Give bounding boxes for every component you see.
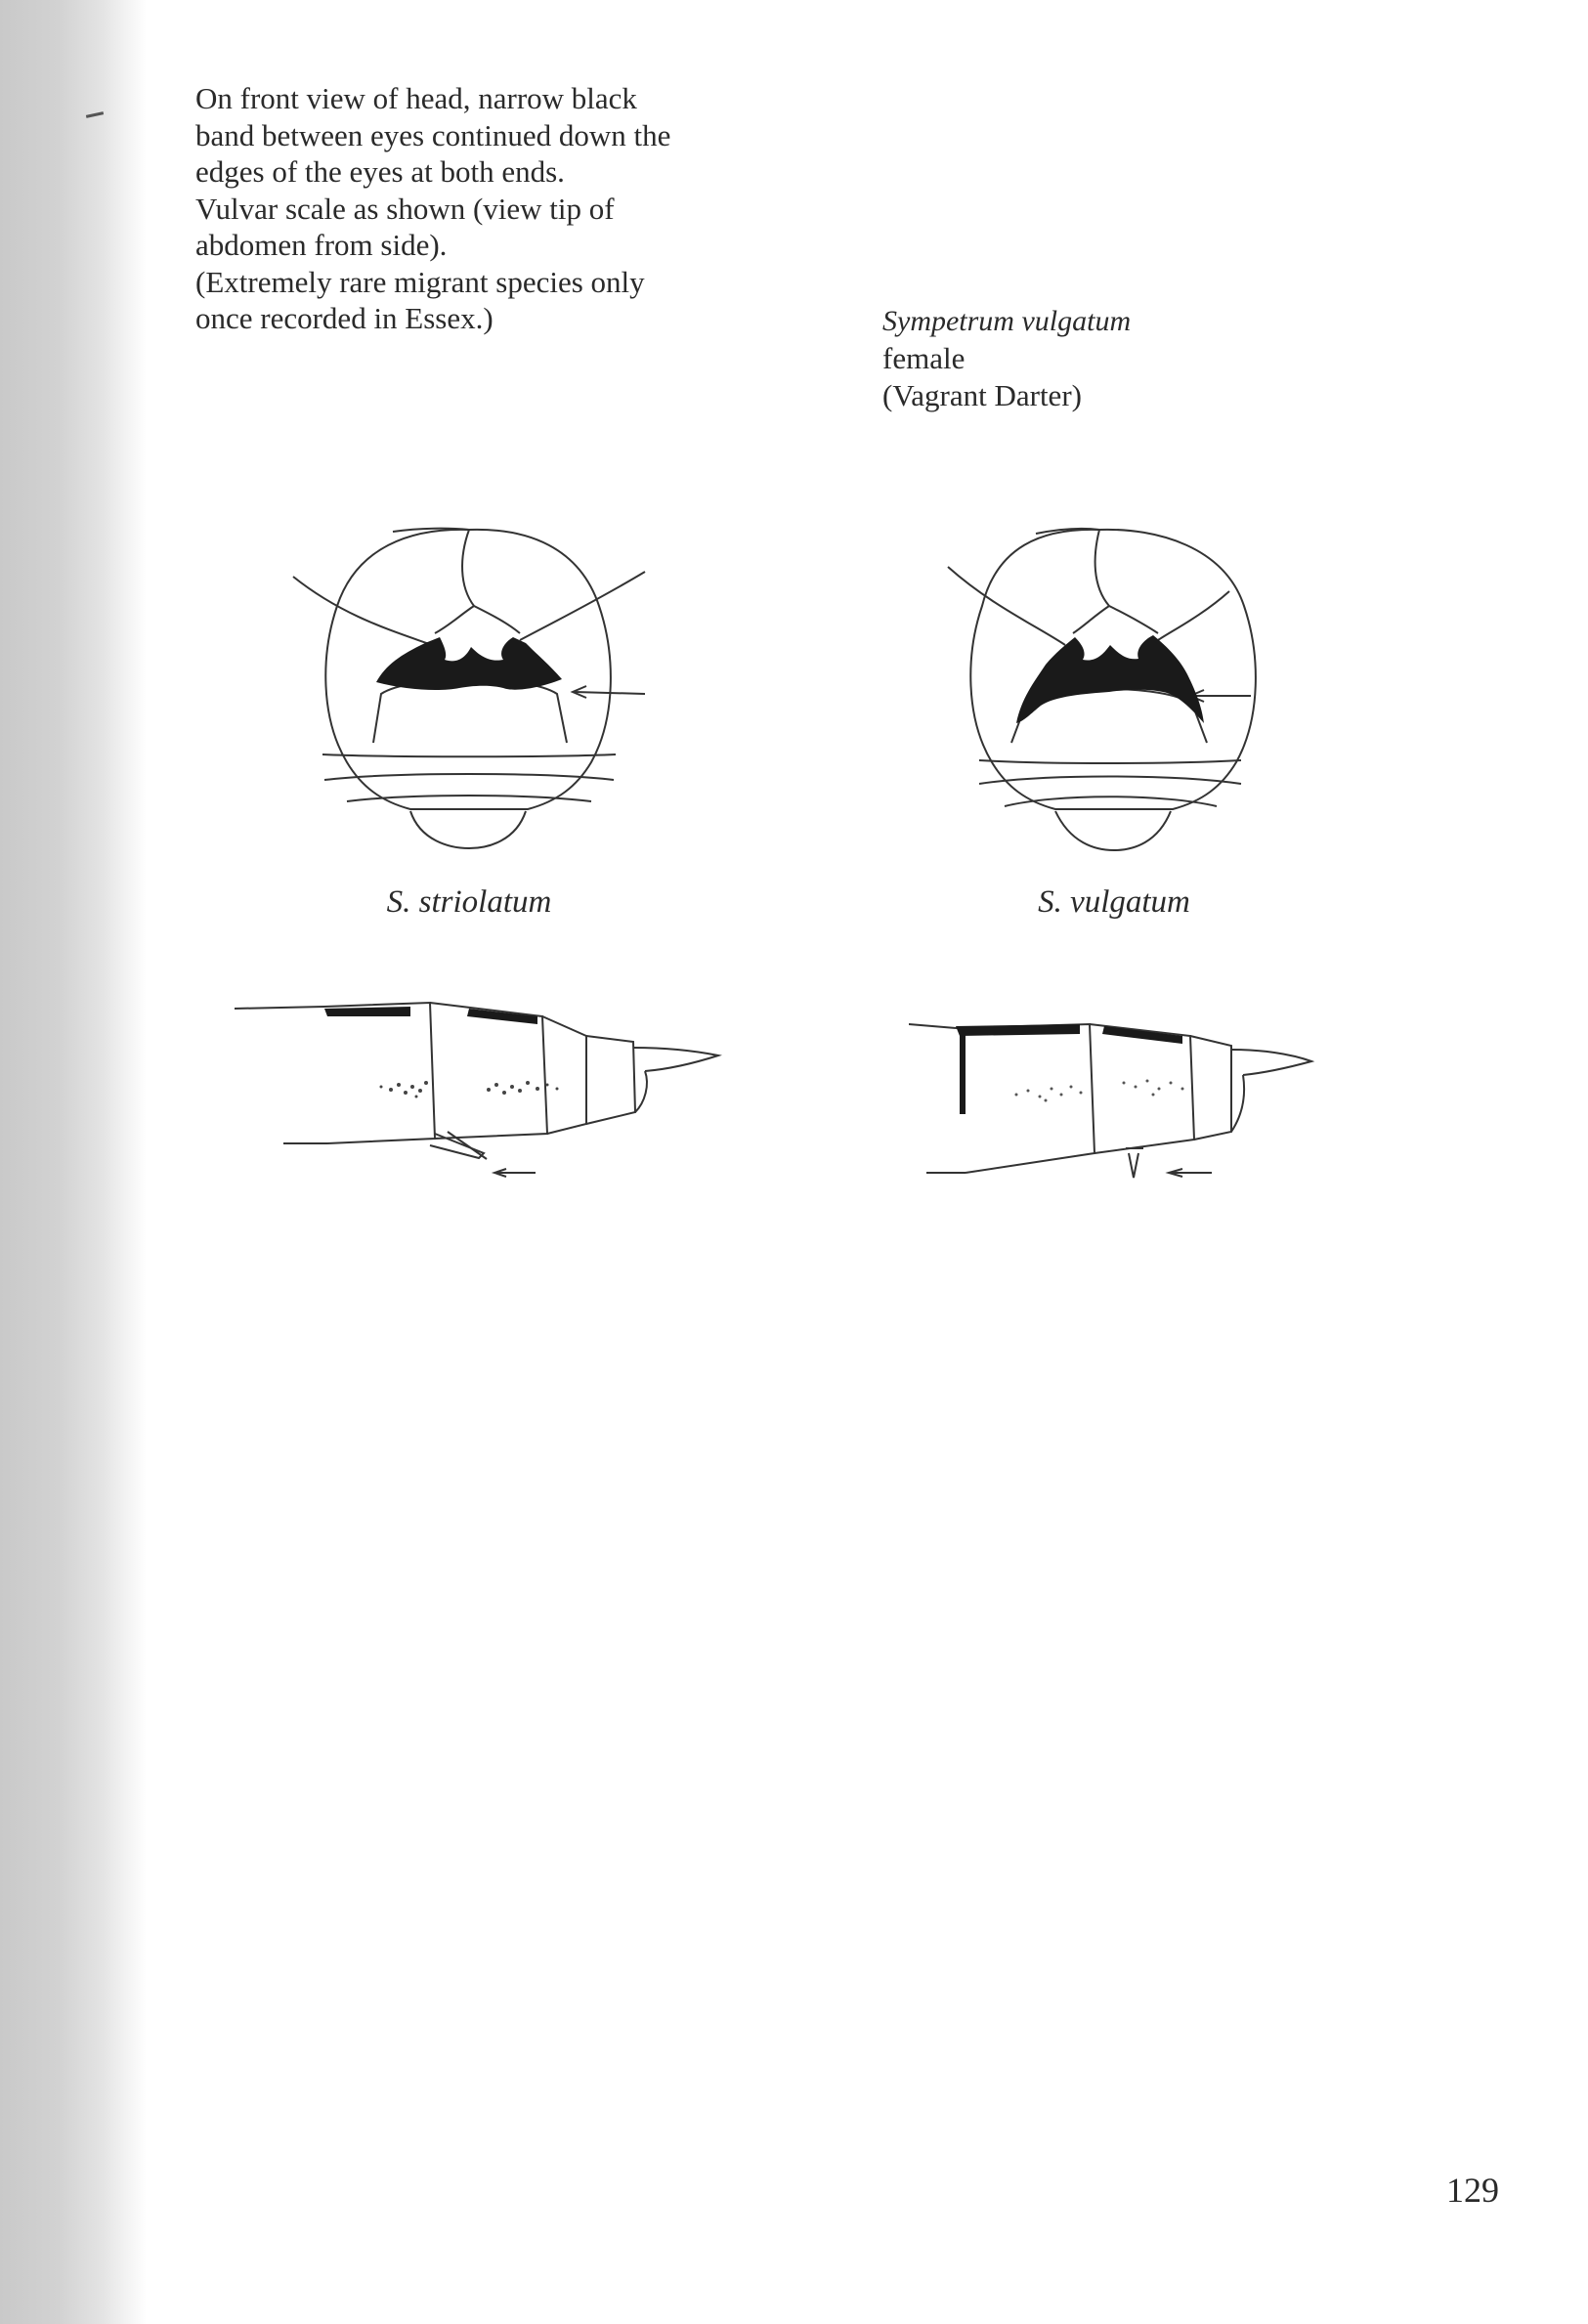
page-number: 129 [1446,2171,1499,2210]
caption-vulgatum: S. vulgatum [1038,884,1190,920]
species-common-name: (Vagrant Darter) [882,378,1082,412]
description-line: Vulvar scale as shown (view tip of [195,191,615,226]
description-line: once recorded in Essex.) [195,301,494,335]
caption-striolatum: S. striolatum [386,884,552,920]
description-line: (Extremely rare migrant species only [195,264,645,299]
page-gutter-shadow [0,0,147,2324]
description-line: abdomen from side). [195,228,448,262]
description-line: band between eyes continued down the [195,117,671,152]
description-line: edges of the eyes at both ends. [195,154,565,189]
abdomen-diagram-vulgatum [909,1007,1397,1202]
description-text [195,80,782,337]
species-scientific-name: Sympetrum vulgatum [882,305,1132,337]
description-line: On front view of head, narrow black [195,81,637,115]
abdomen-diagram-striolatum [235,987,743,1183]
head-diagram-striolatum [264,518,674,870]
species-label [882,303,1131,414]
species-sex: female [882,341,966,375]
head-diagram-vulgatum [919,518,1329,870]
